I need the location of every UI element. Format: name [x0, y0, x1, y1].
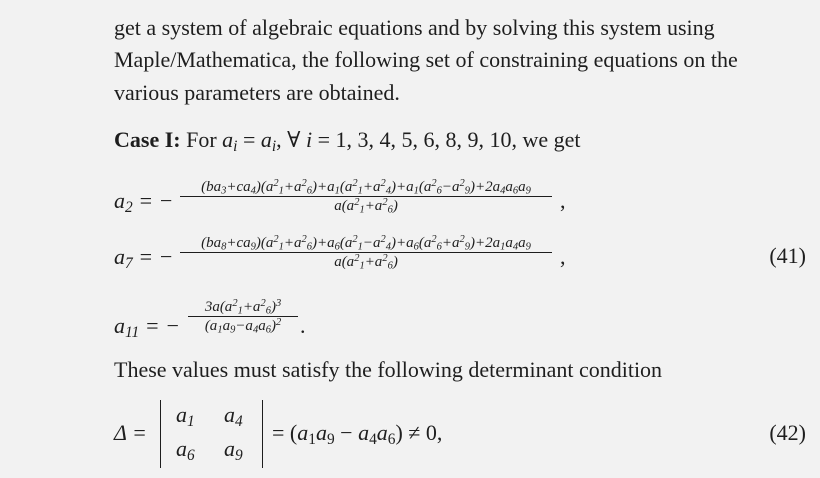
case-condition: For $a_i = a_i$, ∀ i = 1, 3, 4, 5, 6, 8, 9, 10, we get	[186, 127, 581, 155]
eq-a7-denominator: $a(a^2_1+a^2_6)$	[334, 252, 398, 272]
eq-a11-numerator: $3a(a^2_1+a^2_6)^3$	[204, 297, 282, 317]
determinant-right-bar	[262, 400, 263, 468]
eq-a11-fraction	[188, 298, 298, 335]
matrix-entry-a4: $a_4$	[224, 402, 243, 430]
paragraph-line-3: various parameters are obtained.	[114, 80, 400, 105]
eq-a7-lhs: $a_7$ = −	[114, 244, 174, 272]
paragraph-line-2: Maple/Mathematica, the following set of constraining equations on the	[114, 47, 738, 72]
comma: ,	[560, 244, 566, 269]
comma: ,	[560, 188, 566, 213]
eq-a2-denominator: $a(a^2_1+a^2_6)$	[334, 196, 398, 216]
determinant-condition-text: These values must satisfy the following determinant condition	[114, 357, 663, 382]
equation-number-41: (41)	[769, 243, 806, 268]
eq-a7-numerator: $(ba_8+ca_9)(a^2_1+a^2_6)+a_6(a^2_1-a^2_4)+a_6(a^2_6+a^2_9)+2a_1a_4a_9$	[201, 233, 531, 253]
eq-a11-lhs: $a_{11}$ = −	[114, 313, 180, 341]
eq-a2-lhs: $a_2$ = −	[114, 188, 174, 216]
determinant-left-bar	[160, 400, 161, 468]
period: .	[300, 313, 306, 338]
delta-lhs: Δ =	[114, 420, 147, 445]
eq-a2-fraction	[180, 178, 552, 215]
eq-a11-denominator: $(a_1a_9-a_4a_6)^2$	[204, 316, 282, 336]
equation-number-42: (42)	[769, 420, 806, 445]
paragraph-line-1: get a system of algebraic equations and by solving this system using	[114, 15, 715, 40]
eq-a2-numerator: $(ba_3+ca_4)(a^2_1+a^2_6)+a_1(a^2_1+a^2_4)+a_1(a^2_6-a^2_9)+2a_4a_6a_9$	[201, 177, 531, 197]
matrix-entry-a6: $a_6$	[176, 436, 195, 464]
determinant-rhs: = $(a_1a_9 - a_4a_6) \ne 0$,	[272, 420, 443, 448]
case-label: Case I:	[114, 127, 181, 152]
case-heading	[114, 127, 581, 153]
eq-a7-fraction	[180, 234, 552, 271]
matrix-entry-a9: $a_9$	[224, 436, 243, 464]
matrix-entry-a1: $a_1$	[176, 402, 195, 430]
